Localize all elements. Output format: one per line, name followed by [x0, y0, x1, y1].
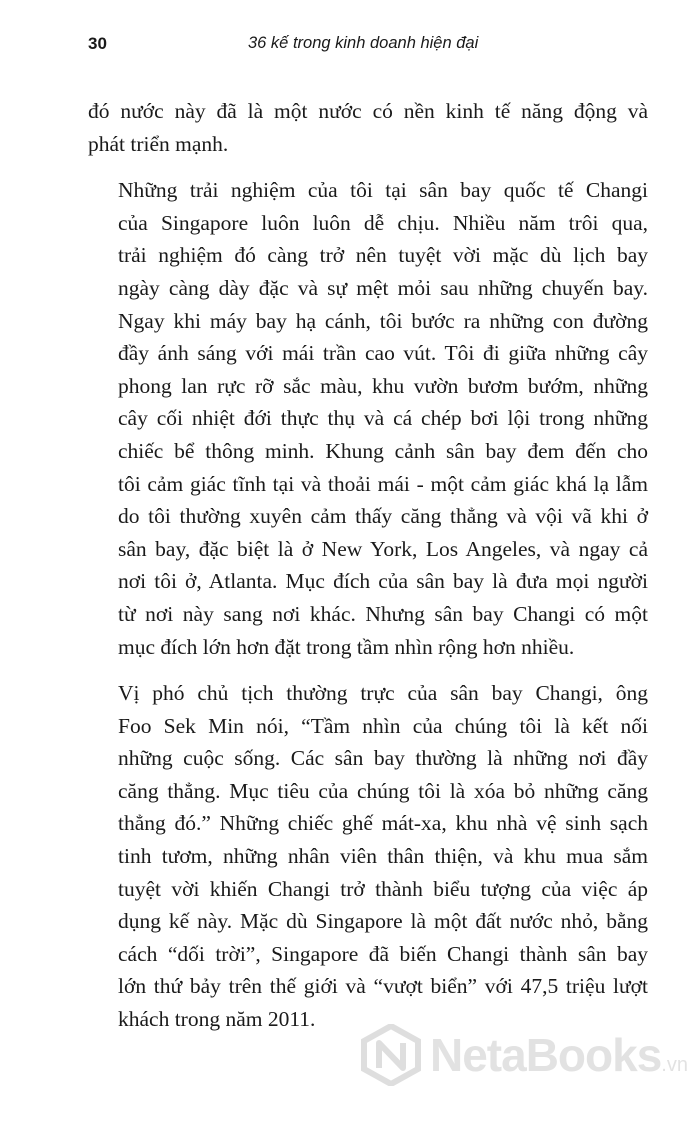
text-line: những cuộc sống. Các sân bay thường là những nơi đầy [118, 746, 648, 771]
paragraph-3 [88, 677, 648, 1036]
text-line: cách “dối trời”, Singapore đã biến Changi thành sân bay [118, 941, 648, 966]
text-line: khách trong năm 2011. [118, 1007, 316, 1032]
text-line: tuyệt vời khiến Changi trở thành biểu tượng của việc áp [118, 876, 648, 901]
paragraph-1 [88, 95, 648, 160]
page-number: 30 [88, 34, 107, 53]
text-line: đầy ánh sáng với mái trần cao vút. Tôi đi giữa những cây [118, 341, 648, 366]
text-line: lớn thứ bảy trên thế giới và “vượt biển” với 47,5 triệu lượt [118, 974, 648, 999]
text-line: mục đích lớn hơn đặt trong tầm nhìn rộng hơn nhiều. [118, 634, 575, 659]
running-title: 36 kế trong kinh doanh hiện đại [248, 34, 479, 52]
text-line: cây cối nhiệt đới thực thụ và cá chép bơi lội trong những [118, 406, 648, 431]
watermark-suffix: .vn [661, 1054, 688, 1076]
text-line: tôi cảm giác tĩnh tại và thoải mái - một cảm giác khá lạ lẫm [118, 471, 648, 496]
text-line: từ nơi này sang nơi khác. Nhưng sân bay Changi có một [118, 601, 648, 626]
text-line: của Singapore luôn luôn dễ chịu. Nhiều năm trôi qua, [118, 210, 648, 235]
text-line: thẳng đó.” Những chiếc ghế mát-xa, khu nhà vệ sinh sạch [118, 811, 648, 836]
text-line: tinh tươm, những nhân viên thân thiện, và khu mua sắm [118, 844, 648, 869]
watermark-brand: NetaBooks [430, 1029, 662, 1081]
text-line: dụng kế này. Mặc dù Singapore là một đất nước nhỏ, bằng [118, 909, 648, 934]
page-header [88, 34, 648, 64]
body-text [88, 95, 648, 1036]
netabooks-watermark [360, 1022, 690, 1092]
text-line: Những trải nghiệm của tôi tại sân bay quốc tế Changi [118, 178, 648, 203]
text-line: phát triển mạnh. [88, 131, 229, 156]
text-line: sân bay, đặc biệt là ở New York, Los Angeles, và ngay cả [118, 536, 648, 561]
text-line: phong lan rực rỡ sắc màu, khu vườn bươm bướm, những [118, 373, 648, 398]
text-line: chiếc bể thông minh. Khung cảnh sân bay đem đến cho [118, 438, 648, 463]
text-line: ngày càng dày đặc và sự mệt mỏi sau những chuyến bay. [118, 275, 648, 300]
watermark-text [430, 1028, 688, 1082]
text-line: Vị phó chủ tịch thường trực của sân bay Changi, ông [118, 681, 648, 706]
text-line: Foo Sek Min nói, “Tầm nhìn của chúng tôi là kết nối [118, 713, 648, 738]
paragraph-2 [88, 174, 648, 663]
netabooks-n-logo-icon [360, 1024, 422, 1086]
text-line: nơi tôi ở, Atlanta. Mục đích của sân bay là đưa mọi người [118, 569, 648, 594]
text-line: căng thẳng. Mục tiêu của chúng tôi là xóa bỏ những căng [118, 778, 648, 803]
text-line: trải nghiệm đó càng trở nên tuyệt vời mặc dù lịch bay [118, 243, 648, 268]
text-line: đó nước này đã là một nước có nền kinh tế năng động và [88, 99, 648, 123]
text-line: Ngay khi máy bay hạ cánh, tôi bước ra những con đường [118, 308, 648, 333]
text-line: do tôi thường xuyên cảm thấy căng thẳng và vội vã khi ở [118, 504, 648, 529]
